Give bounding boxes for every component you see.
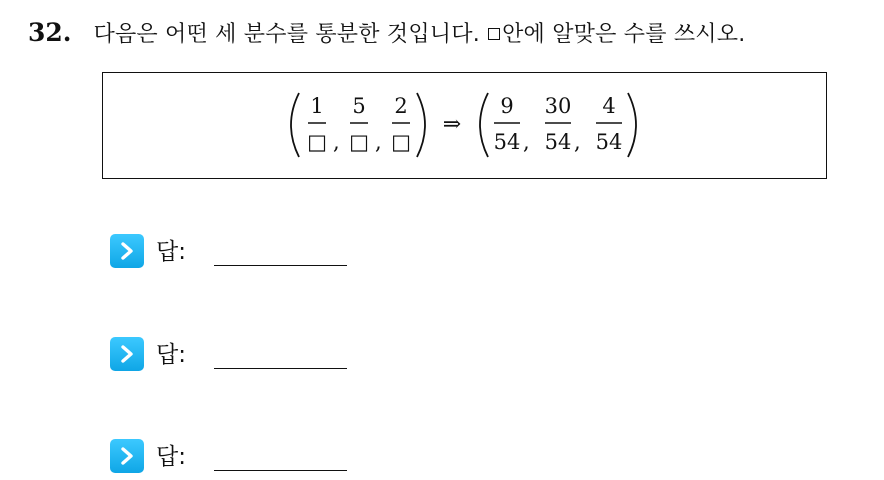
chevron-right-icon: [110, 337, 144, 371]
answer-row-2: [110, 334, 186, 374]
fraction-2-numerator: 5: [352, 94, 366, 118]
comma-2: ,: [375, 130, 382, 154]
fraction-5-numerator: 30: [544, 94, 572, 118]
right-paren-open: [480, 93, 488, 157]
chevron-right-icon: [110, 234, 144, 268]
equation-box: [102, 72, 827, 179]
left-paren-open: [291, 93, 299, 157]
left-paren-close: [417, 93, 425, 157]
question-text: [94, 17, 746, 48]
blank-box-icon: [488, 28, 500, 40]
answer-label: 답:: [156, 443, 186, 470]
answer-row-1: [110, 231, 186, 271]
fraction-6-denominator: 54: [595, 130, 623, 154]
answer-label: 답:: [156, 238, 186, 265]
fraction-4-denominator: 54: [493, 130, 521, 154]
fraction-1-denominator: □: [307, 130, 327, 154]
arrow-symbol: ⇒: [442, 112, 462, 137]
answer-blank-line[interactable]: [214, 368, 347, 369]
comma-3: ,: [523, 130, 530, 154]
chevron-right-icon: [110, 439, 144, 473]
answer-row-3: [110, 436, 186, 476]
equation-svg: [103, 73, 828, 180]
question-text-before: 다음은 어떤 세 분수를 통분한 것입니다.: [93, 21, 488, 47]
question-header: [28, 14, 745, 50]
comma-1: ,: [333, 130, 340, 154]
right-paren-close: [628, 93, 636, 157]
fraction-3-denominator: □: [391, 130, 411, 154]
question-text-after: 안에 알맞은 수를 쓰시오.: [502, 21, 746, 47]
fraction-3-numerator: 2: [394, 94, 408, 118]
answer-blank-line[interactable]: [214, 265, 347, 266]
fraction-1-numerator: 1: [310, 94, 324, 118]
question-number: 32.: [28, 17, 72, 47]
fraction-4-numerator: 9: [500, 94, 514, 118]
fraction-2-denominator: □: [349, 130, 369, 154]
answer-label: 답:: [156, 341, 186, 368]
comma-4: ,: [574, 130, 581, 154]
fraction-5-denominator: 54: [544, 130, 572, 154]
answer-blank-line[interactable]: [214, 470, 347, 471]
fraction-6-numerator: 4: [602, 94, 616, 118]
